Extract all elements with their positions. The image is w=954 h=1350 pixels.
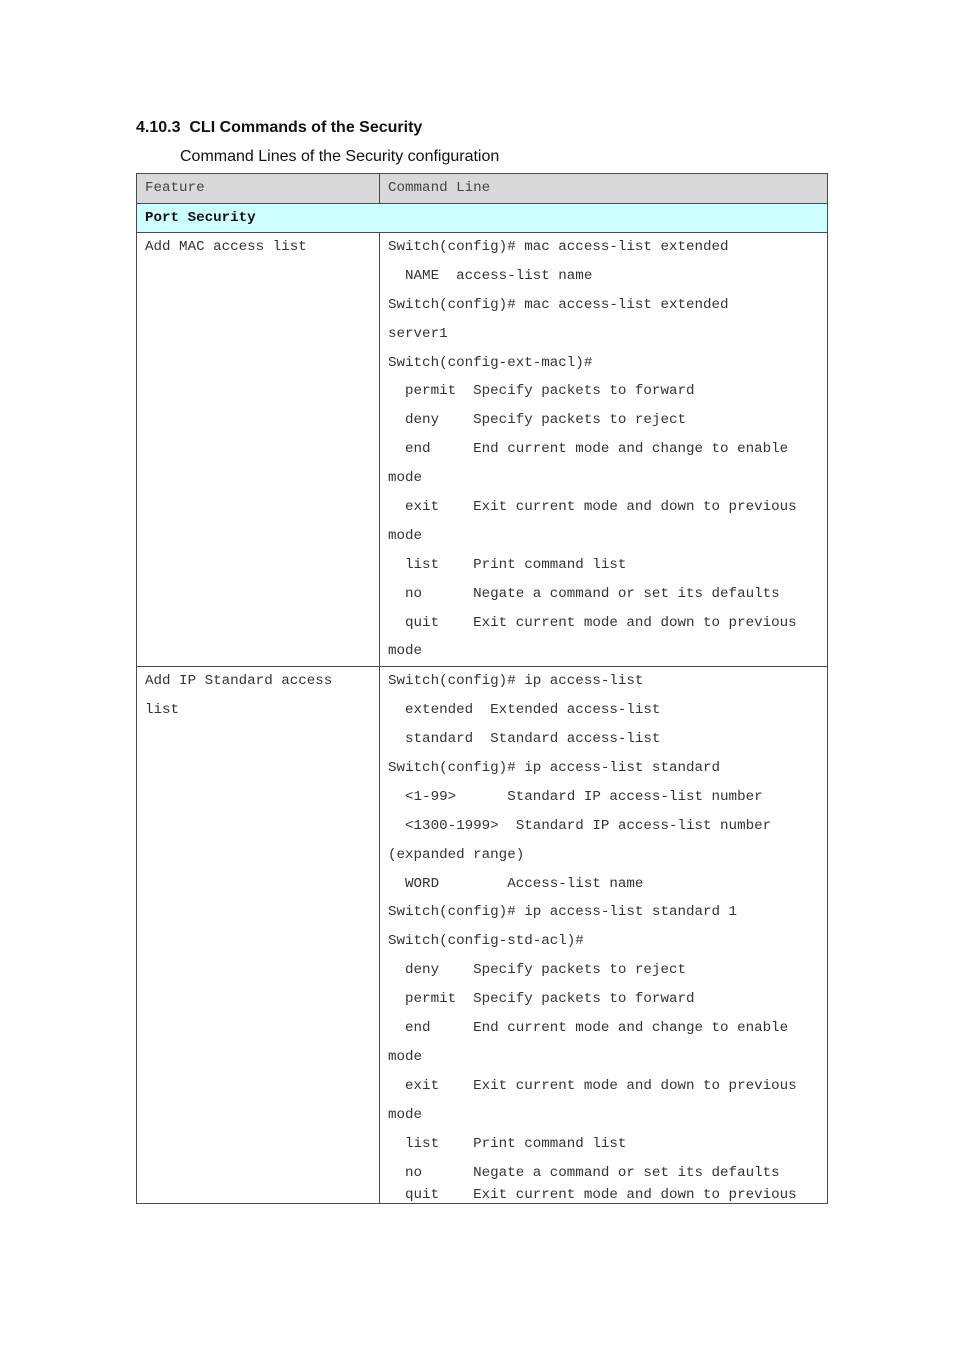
command-line: exit Exit current mode and down to previous — [388, 1077, 797, 1094]
command-line: mode — [388, 643, 423, 660]
command-line: Switch(config)# ip access-list — [388, 673, 644, 690]
command-line: list Print command list — [388, 556, 627, 573]
command-line: deny Specify packets to reject — [388, 962, 686, 979]
command-cell — [380, 233, 828, 667]
command-line: WORD Access-list name — [388, 875, 644, 892]
command-line: Switch(config)# mac access-list extended — [388, 239, 729, 255]
command-line: Switch(config)# ip access-list standard 1 — [388, 904, 738, 921]
command-line: end End current mode and change to enable — [388, 1020, 789, 1037]
command-line: quit Exit current mode and down to previous — [388, 1187, 797, 1204]
command-line: (expanded range) — [388, 846, 525, 863]
command-line: <1300-1999> Standard IP access-list number — [388, 817, 772, 834]
table-header-row — [137, 174, 828, 204]
command-line: server1 — [388, 325, 448, 342]
header-command-line: Command Line — [380, 174, 828, 204]
table-row — [137, 667, 828, 1204]
command-line: permit Specify packets to forward — [388, 991, 695, 1008]
command-line: mode — [388, 1048, 423, 1065]
cli-commands-table — [136, 173, 828, 1204]
feature-cell — [137, 667, 380, 1204]
table-caption: Command Lines of the Security configuration — [180, 148, 500, 165]
command-line: Switch(config-std-acl)# — [388, 933, 584, 950]
group-title: Port Security — [137, 204, 828, 233]
feature-text: Add MAC access list — [145, 239, 307, 255]
command-line: extended Extended access-list — [388, 702, 661, 719]
command-line: mode — [388, 1106, 423, 1123]
command-line: exit Exit current mode and down to previous — [388, 499, 797, 516]
command-line: deny Specify packets to reject — [388, 412, 686, 429]
section-heading: 4.10.3 CLI Commands of the Security — [136, 119, 423, 136]
command-line: NAME access-list name — [388, 267, 593, 284]
command-line: Switch(config)# mac access-list extended — [388, 296, 729, 313]
group-row-port-security — [137, 204, 828, 233]
command-line: no Negate a command or set its defaults — [388, 585, 780, 602]
command-cell — [380, 667, 828, 1204]
command-line: mode — [388, 470, 423, 487]
command-line: standard Standard access-list — [388, 731, 661, 748]
command-line: quit Exit current mode and down to previous — [388, 614, 797, 631]
feature-text: Add IP Standard access list — [145, 673, 333, 719]
table-row — [137, 233, 828, 667]
feature-cell — [137, 233, 380, 667]
command-line: end End current mode and change to enable — [388, 441, 789, 458]
command-line: <1-99> Standard IP access-list number — [388, 788, 763, 805]
command-line: Switch(config-ext-macl)# — [388, 354, 593, 371]
command-line: list Print command list — [388, 1135, 627, 1152]
command-line: permit Specify packets to forward — [388, 383, 695, 400]
header-feature: Feature — [137, 174, 380, 204]
command-line: no Negate a command or set its defaults — [388, 1164, 780, 1181]
command-line: Switch(config)# ip access-list standard — [388, 760, 721, 777]
command-line: mode — [388, 527, 423, 544]
